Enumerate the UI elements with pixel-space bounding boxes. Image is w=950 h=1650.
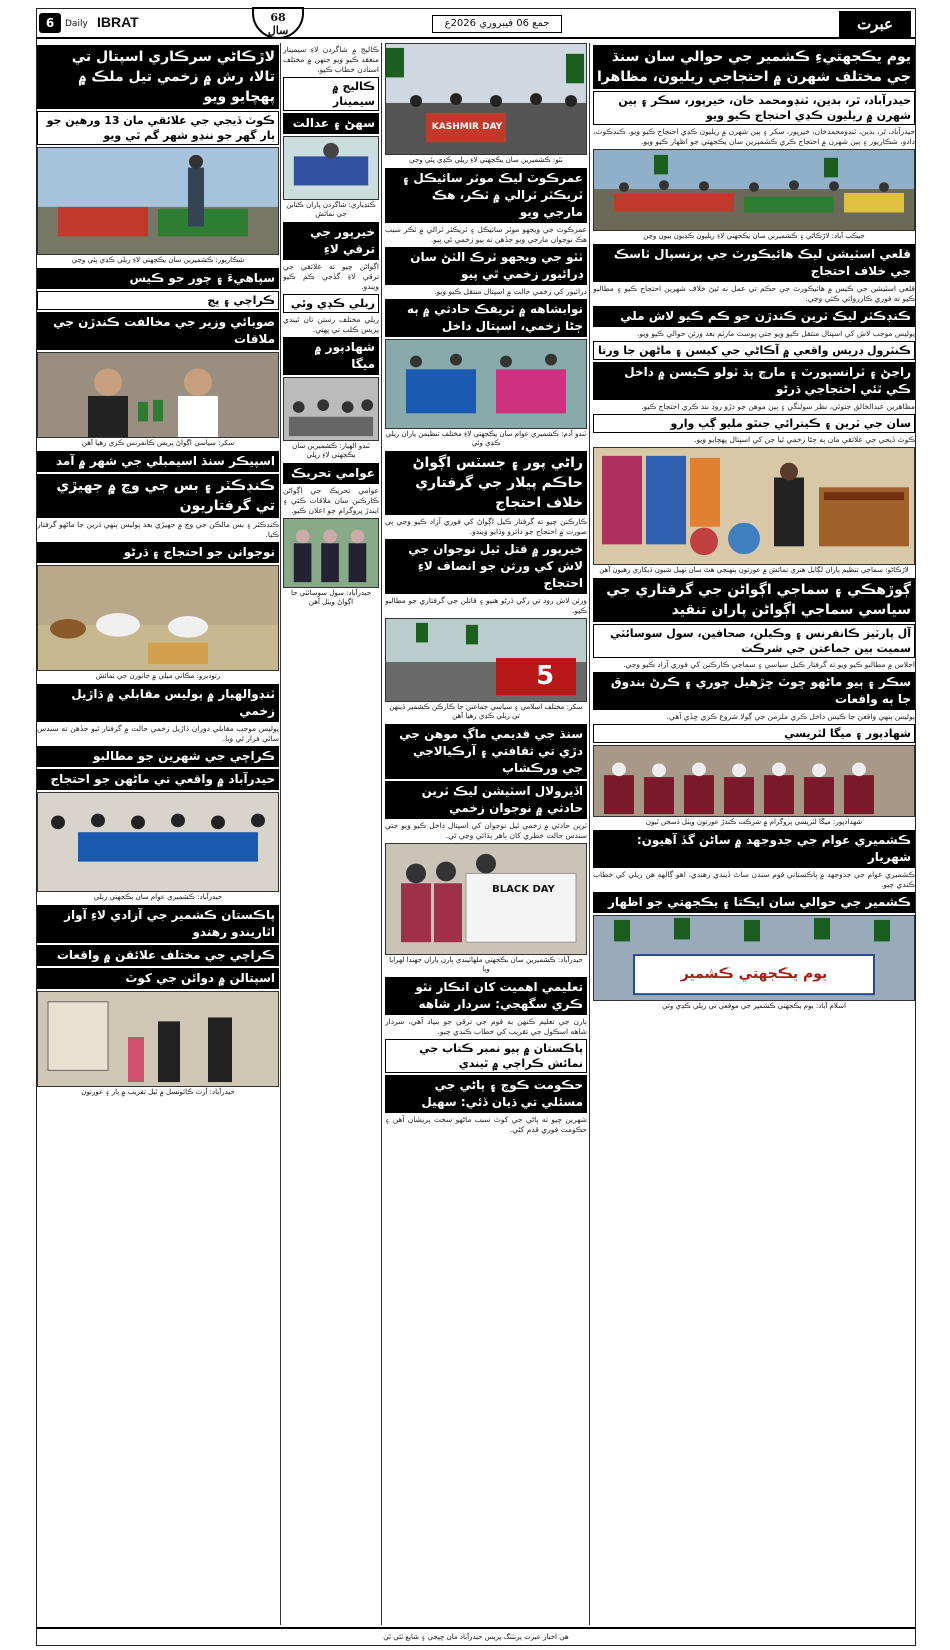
article-text: ڪشميري عوام جي جدوجهد ۾ پاڪستاني قوم سندن ساٿ ڏيندي رهندي، اهو ڳالهه هن ريلي کي خطاب ڪندي چيو. xyxy=(593,870,915,889)
column-4 xyxy=(37,43,279,1625)
column-3 xyxy=(283,43,379,1625)
article-text: حيدرآباد، ٿر، بدين، ٽنڊومحمدخان، خيرپور، سکر ۽ ٻين شهرن ۾ ريليون ڪڍي احتجاج ڪيو ويو. ڪنڊڪوٽ، دادو، شڪارپور ۽ ٻين شهرن ۾ احتجاج ڪري ڪشميرين سان يڪجهتي جو اظهار ڪيو ويو. xyxy=(593,127,915,146)
article-text: قلعي اسٽيشن جي ڪيس ۾ هائيڪورٽ جي حڪم تي عمل نه ٿيڻ خلاف شهرين احتجاج ڪيو ۽ مطالبو ڪيو ته فوري ڪارروائي ڪئي وڃي. xyxy=(593,284,915,303)
exhibition-photo xyxy=(593,447,915,565)
photo-caption: حيدرآباد: ڪشميري عوام سان يڪجهتي ريلي xyxy=(93,893,223,901)
article-text: ريلي مختلف رستن تان ٿيندي پريس ڪلب تي پهتي. xyxy=(283,315,379,334)
headline: حڪومت ڪوچ ۽ پاڻي جي مسئلي تي ڌيان ڏئي: سهيل xyxy=(385,1075,587,1113)
banner-text: KASHMIR DAY xyxy=(431,122,503,132)
headline: ڳوڙهڪي ۽ سماجي اڳواڻن جي گرفتاري جي سياسي سماجي اڳواڻن پاران تنقيد xyxy=(593,578,915,622)
headline: ٽنڊوالهيار ۾ پوليس مقابلي ۾ ڌاڙيل زخمي xyxy=(37,684,279,722)
column-1 xyxy=(593,43,915,1625)
subheadline: ڪوٽ ڏيجي جي علائقي مان 13 ورهين جو ٻار گهر جو ننڍو شهر گم ٿي ويو xyxy=(37,111,279,145)
photo-caption: حيدرآباد: ڪشميرين سان يڪجهتي ملهائيندي ٻارن پاران جهنڊا لهرايا ويا xyxy=(389,956,583,973)
article-text: ڪوٽ ڏيجي جي علائقي مان ٻه ڄڻا زخمي ٿيا جن کي اسپتال پهچايو ويو. xyxy=(694,435,915,444)
article-text: عمرڪوٽ جي ويجهو موٽر سائيڪل ۽ ٽريڪٽر ٽرالي ۾ ٽڪر سبب هڪ نوجوان مارجي ويو جڏهن ته ٻيو زخمي ٿي پيو. xyxy=(385,225,587,244)
article-text: ڪنڊڪٽر ۽ بس مالڪن جي وچ ۾ جهيڙي بعد پوليس ٻنهي ڌرين جا ماڻهو گرفتار ڪيا. xyxy=(37,520,279,539)
photo-caption: حيدرآباد: آرٽ ڪائونسل ۾ ٿيل تقريب ۾ ٻار ۽ عورتون xyxy=(81,1088,235,1096)
photo-caption: رتوديرو: مڪاني ميلي ۾ جانورن جي نمائش xyxy=(95,672,221,680)
headline: نوابشاهه ۾ ٽريفڪ حادثي ۾ ٻه ڄڻا زخمي، اسپتال داخل xyxy=(385,299,587,337)
headline: سهڻ ۽ عدالت xyxy=(283,113,379,134)
photo-caption: لاڙڪاڻو: سماجي تنظيم پاران لڳايل هنري نمائش ۾ عورتون پنهنجي هٿ سان ٺهيل شيون ڏيکاري رهيون آهن xyxy=(599,566,909,574)
headline: ريلي ڪڍي وئي xyxy=(283,294,379,313)
newspaper-page xyxy=(36,8,916,1646)
photo-caption: سکر: سياسي اڳواڻ پريس ڪانفرنس ڪري رهيا آهن xyxy=(81,439,235,447)
headline: ڪنڊڪٽر ليڪ ٽرين ڪندڙن جو ڪم ڪيو لاش ملي xyxy=(593,306,915,327)
masthead xyxy=(37,9,915,39)
photo-caption: اسلام آباد: يوم يڪجهتي ڪشمير جي موقعي تي ريلي ڪڍي وئي xyxy=(662,1002,846,1010)
article-text: پوليس ٻنهي واقعن جا ڪيس داخل ڪري ملزمن جي ڳولا شروع ڪري ڇڏي آهي. xyxy=(666,712,915,721)
banner-text: BLACK DAY xyxy=(492,884,555,895)
photo-caption: شهدادپور: ميگا لٽريسي پروگرام ۾ شرڪت ڪندڙ عورتون ويٺل ڏسجن ٿيون xyxy=(645,818,863,826)
column-divider xyxy=(381,43,382,1625)
article-text: عوامي تحريڪ جي اڳواڻن ڪارڪنن سان ملاقات ڪئي ۽ ايندڙ پروگرام جو اعلان ڪيو. xyxy=(283,486,379,515)
year-number: 68 xyxy=(270,11,286,24)
headline: سپاهيءَ ۽ چور جو ڪيس xyxy=(37,268,279,289)
article-text: ٻارن جي تعليم ڪنهن به قوم جي ترقي جو بنياد آهي، سردار شاهه اسڪول جي تقريب کي خطاب ڪندي چيو. xyxy=(385,1017,587,1036)
headline: ڪراچي ۽ ڀڄ xyxy=(37,291,279,310)
rally-photo xyxy=(593,149,915,231)
headline: ڪراچي جي مختلف علائقن ۾ واقعات xyxy=(37,945,279,966)
daily-label: Daily xyxy=(65,19,88,29)
article-text: ڪاليج ۾ شاگردن لاءِ سيمينار منعقد ڪيو ويو جنهن ۾ مختلف استادن خطاب ڪيو. xyxy=(283,45,379,74)
headline: اڏيرولال اسٽيشن ليڪ ٽرين حادثي ۾ نوجوان زخمي xyxy=(385,781,587,819)
photo-caption: ٽنڊو آدم: ڪشميري عوام سان يڪجهتي لاءِ مختلف تنظيمن پاران ريلي ڪڍي وئي xyxy=(385,430,587,447)
headline: ٺٽو جي ويجهو ٽرڪ الٽڻ سان ڊرائيور زخمي ٿي پيو xyxy=(385,247,587,285)
article-text: ورثن لاش روڊ تي رکي ڌرڻو هنيو ۽ قاتلن جي گرفتاري جو مطالبو ڪيو. xyxy=(385,596,587,615)
headline: خيرپور جي ترقي لاءِ xyxy=(283,222,379,260)
year-badge xyxy=(252,7,304,39)
photo-caption: حيدرآباد: سول سوسائٽي جا اڳواڻ ويٺل آهن xyxy=(290,589,372,606)
headline: سان جي ٽرين ۽ ڪيترائي جنٿو مليو ڳڀ وارو xyxy=(593,414,915,433)
photo-caption: سکر: مختلف اسلامي ۽ سياسي جماعتن جا ڪارڪن ڪشمير ڏينهن تي ريلي ڪڍي رهيا آهن xyxy=(389,703,583,720)
column-2 xyxy=(385,43,587,1625)
headline: ڪنٽرول ڊريس واقعي ۾ آڪاڻي جي کيسن ۽ ماڻهن جا ورتا xyxy=(593,341,915,360)
banner-text: يوم يڪجهتي ڪشمير xyxy=(680,966,828,982)
photo-caption: جيڪب آباد: لاڙڪاڻي ۽ ڪشميرين سان يڪجهتي لاءِ ريليون ڪڍيون پيون وڃن xyxy=(643,232,865,240)
column-divider xyxy=(280,43,281,1625)
civil-society-photo xyxy=(283,518,379,588)
rally-photo xyxy=(385,618,587,702)
photo-caption: ٽنڊو الهيار: ڪشميرين سان يڪجهتي لاءِ ريلي xyxy=(292,442,370,459)
headline: تعليمي اهميت کان انڪار نٿو ڪري سگهجي: سردار شاهه xyxy=(385,977,587,1015)
rally-photo xyxy=(283,377,379,441)
article-text: پوليس موجب مقابلي دوران ڌاڙيل زخمي حالت ۾ گرفتار ٿيو جڏهن ته سندس ساٿي فرار ٿي ويا. xyxy=(37,724,279,743)
headline: پاڪستان ۾ ٻيو نمبر ڪتاب جي نمائش ڪراچي ۾ ٿيندي xyxy=(385,1039,587,1073)
headline: سڪر ۽ ٻيو ماڻهو ڇوٽ ڇڙهيل چوري ۽ ڪرڻ بندوق جا ٻه واقعات xyxy=(593,672,915,710)
article-text: ٽرين حادثي ۾ زخمي ٿيل نوجوان کي اسپتال داخل ڪيو ويو جتي سندس حالت خطري کان ٻاهر ٻڌائي وڃي ٿي. xyxy=(385,821,587,840)
headline: سنڌ جي قديمي ماڳ موهن جي دڙي تي ثقافتي ۽ آرڪيالاجي جي ورڪشاپ xyxy=(385,724,587,779)
year-label: سال xyxy=(267,24,289,37)
rally-photo xyxy=(385,339,587,429)
newspaper-logo: عبرت xyxy=(839,11,911,37)
headline: اسپتالن ۾ دوائن جي کوٽ xyxy=(37,968,279,989)
headline: يوم يڪجهتيءِ ڪشمير جي حوالي سان سنڌ جي مختلف شهرن ۾ احتجاجي ريليون، مظاهرا xyxy=(593,45,915,89)
headline: ڪراچي جي شهرين جو مطالبو xyxy=(37,746,279,767)
headline: خيرپور ۾ قتل ٿيل نوجوان جي لاش کي ورثن جو انصاف لاءِ احتجاج xyxy=(385,539,587,594)
newspaper-name-latin: IBRAT xyxy=(97,14,139,30)
headline: عوامي تحريڪ xyxy=(283,463,379,484)
headline: راڃڻ ۽ ٽرانسپورٽ ۽ مارچ ٻڌ ٽولو ڪيسن ۾ داخل ڪي ٿئي احتجاجي ڌرڻو xyxy=(593,362,915,400)
headline: لاڙڪاڻي سرڪاري اسپتال تي تالا، رش ۾ زخمي تيل ملڪ ۾ پهچايو ويو xyxy=(37,45,279,109)
art-council-photo xyxy=(37,991,279,1087)
article-text: پوليس موجب لاش کي اسپتال منتقل ڪيو ويو جتي پوسٽ مارٽم بعد ورثن حوالي ڪيو ويو. xyxy=(636,329,915,338)
rally-photo xyxy=(37,147,279,255)
headline: قلعي اسٽيشن ليڪ هائيڪورٽ جي پرنسپال ٽاسڪ جي خلاف احتجاج xyxy=(593,244,915,282)
subheadline: آل پارٽيز ڪانفرنس ۽ وڪيلن، صحافين، سول سوسائٽي سميت ٻين جماعتن جي شرڪت xyxy=(593,624,915,658)
headline: ڪاليج ۾ سيمينار xyxy=(283,77,379,111)
subheadline: حيدرآباد، ٿر، بدين، ٽنڊومحمد خان، خيرپور، سڪر ۽ ٻين شهرن ۾ ريليون ڪڍي احتجاج ڪيو ويو xyxy=(593,91,915,125)
book-fair-photo xyxy=(283,136,379,200)
headline: عمرڪوٽ ليڪ موٽر سائيڪل ۽ ٽريڪٽر ٽرالي ۾ ٽڪر، هڪ مارجي ويو xyxy=(385,168,587,223)
headline: راڻي پور ۽ جسٽس اڳواڻ حاڪم پيلار جي گرفتاري خلاف احتجاج xyxy=(385,451,587,515)
article-text: اڳواڻن چيو ته علائقي جي ترقي لاءِ گڏجي ڪم ڪيو ويندو. xyxy=(283,262,379,291)
headline: شهادپور ۾ ميگا xyxy=(283,337,379,375)
article-text: ڪارڪنن چيو ته گرفتار ڪيل اڳواڻ کي فوري آزاد ڪيو وڃي ٻي صورت ۾ احتجاج جو دائرو وڌايو ويندو. xyxy=(385,517,587,536)
headline: شهادپور ۽ ميگا لٽريسي xyxy=(593,724,915,743)
headline: حيدرآباد ۾ واقعي تي ماڻهن جو احتجاج xyxy=(37,769,279,790)
article-text: مظاهرين عبدالخالق جتوئي، نظر سولنگي ۽ ٻين موهن جو دڙو روڊ بند ڪري احتجاج ڪيو. xyxy=(641,402,915,411)
press-conference-photo xyxy=(37,352,279,438)
headline: ڪنڊڪٽر ۽ بس جي وچ ۾ جهيڙي تي گرفتاريون xyxy=(37,474,279,518)
headline: ڪشميري عوام جي جدوجهد ۾ ساڻن گڏ آهيون: شهريار xyxy=(593,830,915,868)
issue-date: جمع 06 فيبروري 2026ع xyxy=(432,15,562,33)
kashmir-day-photo xyxy=(385,43,587,155)
page-number: 6 xyxy=(39,13,61,33)
livestock-fair-photo xyxy=(37,565,279,671)
headline: صوبائي وزير جي مخالفت ڪندڙن جي ملاقات xyxy=(37,312,279,350)
photo-caption: ٺٽو: ڪشميرين سان يڪجهتي لاءِ ريلي ڪڍي پئي وڃي xyxy=(409,156,563,164)
number-badge: 5 xyxy=(536,661,555,691)
kashmir-rally-photo xyxy=(37,792,279,892)
photo-caption: شڪارپور: ڪشميرين سان يڪجهتي لاءِ ريلي ڪڍي پئي وڃي xyxy=(71,256,245,264)
headline: پاڪستان ڪشمير جي آزادي لاءِ آواز اٿاريندو رهندو xyxy=(37,905,279,943)
article-text: اجلاس ۾ مطالبو ڪيو ويو ته گرفتار ڪيل سياسي ۽ سماجي ڪارڪنن کي فوري آزاد ڪيو وڃي. xyxy=(623,660,915,669)
literacy-event-photo xyxy=(593,745,915,817)
headline: اسپيڪر سنڌ اسيمبلي جي شهر ۾ آمد xyxy=(37,451,279,472)
black-day-photo xyxy=(385,843,587,955)
column-divider xyxy=(589,43,590,1625)
photo-caption: ڪنڊياري: شاگردن پاران ڪتابن جي نمائش xyxy=(286,201,376,218)
article-text: شهرين چيو ته پاڻي جي کوٽ سبب ماڻهو سخت پريشان آهن ۽ حڪومت فوري قدم کڻي. xyxy=(385,1115,587,1134)
footer-imprint: هي اخبار عبرت پرنٽنگ پريس حيدرآباد مان ڇپجي ۽ شايع ٿئي ٿي xyxy=(37,1627,915,1645)
headline: نوجوانن جو احتجاج ۽ ڌرڻو xyxy=(37,542,279,563)
kashmir-rally-photo xyxy=(593,915,915,1001)
headline: ڪشمير جي حوالي سان ايڪتا ۽ يڪجهتي جو اظهار xyxy=(593,892,915,913)
article-text: ڊرائيور کي زخمي حالت ۾ اسپتال منتقل ڪيو ويو. xyxy=(434,287,587,296)
